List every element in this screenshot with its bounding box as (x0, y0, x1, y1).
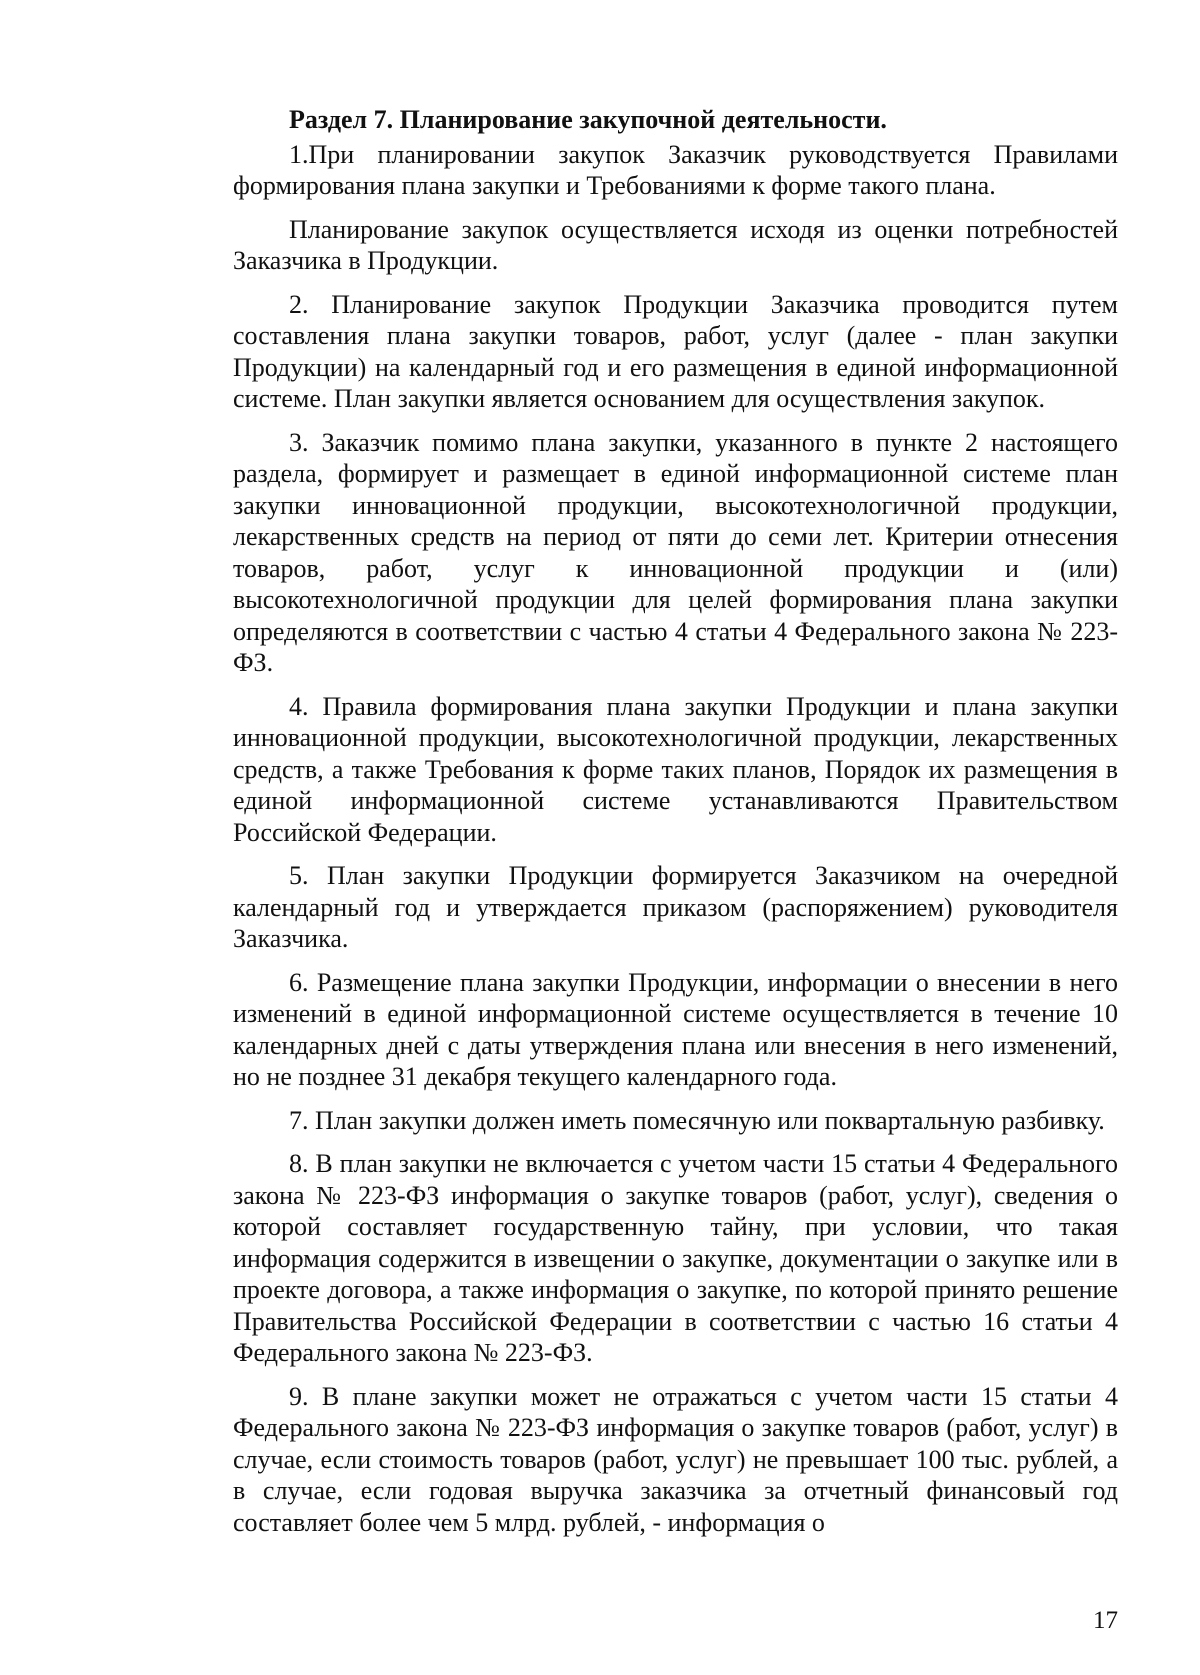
paragraph-3: 3. Заказчик помимо плана закупки, указанного в пункте 2 настоящего раздела, формирует и размещает в единой информационной системе план закупки инновационной продукции, высокотехнологичной продукции, лекарственных средств на период от пяти до семи лет. Критерии отнесения товаров, работ, услуг к инновационной продукции и (или) высокотехнологичной продукции для целей формирования плана закупки определяются в соответствии с частью 4 статьи 4 Федерального закона № 223-ФЗ. (233, 427, 1118, 677)
page-number: 17 (1093, 1607, 1118, 1634)
document-body (233, 104, 1118, 1538)
paragraph-1-continued: Планирование закупок осуществляется исходя из оценки потребностей Заказчика в Продукции. (233, 214, 1118, 275)
paragraph-2: 2. Планирование закупок Продукции Заказчика проводится путем составления плана закупки товаров, работ, услуг (далее - план закупки Продукции) на календарный год и его размещения в единой информационной системе. План закупки является основанием для осуществления закупок. (233, 289, 1118, 413)
paragraph-8: 8. В план закупки не включается с учетом части 15 статьи 4 Федерального закона № 223-ФЗ информация о закупке товаров (работ, услуг), сведения о которой составляет государственную тайну, при условии, что такая информация содержится в извещении о закупке, документации о закупке или в проекте договора, а также информация о закупке, по которой принято решение Правительства Российской Федерации в соответствии с частью 16 статьи 4 Федерального закона № 223-ФЗ. (233, 1149, 1118, 1367)
paragraph-6: 6. Размещение плана закупки Продукции, информации о внесении в него изменений в единой информационной системе осуществляется в течение 10 календарных дней с даты утверждения плана или внесения в него изменений, но не позднее 31 декабря текущего календарного года. (233, 967, 1118, 1091)
paragraph-9: 9. В плане закупки может не отражаться с учетом части 15 статьи 4 Федерального закона № 223-ФЗ информация о закупке товаров (работ, услуг) в случае, если стоимость товаров (работ, услуг) не превышает 100 тыс. рублей, а в случае, если годовая выручка заказчика за отчетный финансовый год составляет более чем 5 млрд. рублей, - информация о (233, 1381, 1118, 1537)
paragraph-7: 7. План закупки должен иметь помесячную или поквартальную разбивку. (289, 1105, 1105, 1135)
section-heading: Раздел 7. Планирование закупочной деятельности. (289, 105, 887, 134)
paragraph-5: 5. План закупки Продукции формируется Заказчиком на очередной календарный год и утверждается приказом (распоряжением) руководителя Заказчика. (233, 861, 1118, 953)
paragraph-4: 4. Правила формирования плана закупки Продукции и плана закупки инновационной продукции, высокотехнологичной продукции, лекарственных средств, а также Требования к форме таких планов, Порядок их размещения в единой информационной системе устанавливаются Правительством Российской Федерации. (233, 691, 1118, 847)
paragraph-1: 1.При планировании закупок Заказчик руководствуется Правилами формирования плана закупки и Требованиями к форме такого плана. (233, 139, 1118, 200)
